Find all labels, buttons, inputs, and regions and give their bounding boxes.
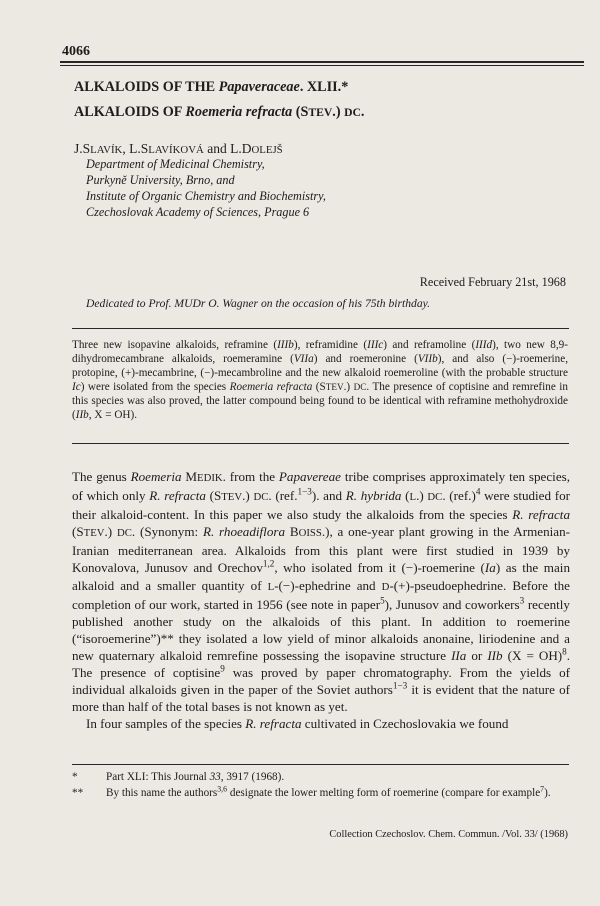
title-line-1-text: ALKALOIDS OF THE Papaveraceae. XLII.* (74, 79, 349, 95)
received-date: Received February 21st, 1968 (419, 275, 566, 289)
title-line-2 (74, 104, 364, 121)
body-text (72, 468, 570, 732)
footnote-mark: ** (72, 787, 84, 799)
abstract-rule-bottom (72, 443, 569, 444)
header-rule-thin (60, 65, 584, 66)
affiliation-line: Purkyně University, Brno, and (86, 173, 235, 187)
affiliation-line: Department of Medicinal Chemistry, (86, 157, 265, 171)
authors: J.SLAVÍK, L.SLAVÍKOVÁ and L.DOLEJŠ (74, 141, 283, 156)
dedication: Dedicated to Prof. MUDr O. Wagner on the occasion of his 75th birthday. (86, 297, 431, 310)
body-paragraph: In four samples of the species R. refracta cultivated in Czechoslovakia we found (86, 716, 509, 732)
header-rule-thick (60, 61, 584, 63)
page-number: 4066 (62, 44, 90, 59)
affiliation (86, 156, 326, 220)
journal-footer: Collection Czechoslov. Chem. Commun. /Vol. 33/ (1968) (329, 829, 568, 840)
footnote-1: * Part XLI: This Journal 33, 3917 (1968). (72, 771, 285, 783)
affiliation-line: Institute of Organic Chemistry and Biochemistry, (86, 189, 326, 203)
abstract: Three new isopavine alkaloids, reframine (IIIb), reframidine (IIIc) and reframoline (IIId), two new 8,9-dihydromecambrane alkaloids, roemeramine (VIIa) and roemeronine (VIIb), and also (−)-roemerine, protopine, (+)-mecambrine, (−)-mecambroline and the new alkaloid roemeroline (with the probable structure Ic) were isolated from the species Roemeria refracta (STEV.) DC. The presence of coptisine and remrefine in this species was also proved, the latter compound being found to be identical with reframine methohydroxide (IIb, X = OH). (72, 339, 569, 422)
footnote-rule (72, 764, 569, 765)
body-paragraph: The genus Roemeria MEDIK. from the Papavereae tribe comprises approximately ten species, of which only R. refracta (STEV.) DC. (ref.$^{1-3}$). and R. hybrida (L.) DC. $(ref.)^4$ were studied for their alkaloid-content. In this paper we also study the alkaloids from the species R. refracta (STEV.) DC. (Synonym: R. rhoeadiflora BOISS.), a one-year plant growing in the Armenian-Iranian mediterranean area. Alkaloids from this plant were first studied in 1939 by Konovalova, Junusov and Orechov$^{1,2}$, who isolated from it (−)-roemerine (Ia) as the main alkaloid and a smaller quantity of L-(−)-ephedrine and D-(+)-pseudoephedrine. Before the completion of our work, started in 1956 (see note in paper$^5$), Junusov and coworkers$^3$ recently published another study on the alkaloids of this plant. In addition to roemerine (“isoroemerine”)** they isolated a low yield of minor alkaloids anonaine, liriodenine and a new quaternary alkaloid remrefine possessing the isopavine structure IIa or IIb (X = OH)$^8$. The presence of coptisine$^9$ was proved by paper chromatography. From the yields of individual alkaloids given in the paper of the Soviet authors$^{1-3}$ it is evident that the nature of more than half of the total bases is not known as yet. (72, 469, 570, 715)
title-line-2-text: ALKALOIDS OF Roemeria refracta (STEV.) DC. (74, 104, 365, 120)
footnote-mark: * (72, 771, 78, 783)
abstract-rule-top (72, 328, 569, 329)
title-line-1 (74, 79, 348, 96)
footnote-2: ** By this name the authors$^{3,6}$ designate the lower melting form of roemerine (compare for example$^7$). (72, 784, 551, 799)
affiliation-line: Czechoslovak Academy of Sciences, Prague 6 (86, 205, 310, 219)
